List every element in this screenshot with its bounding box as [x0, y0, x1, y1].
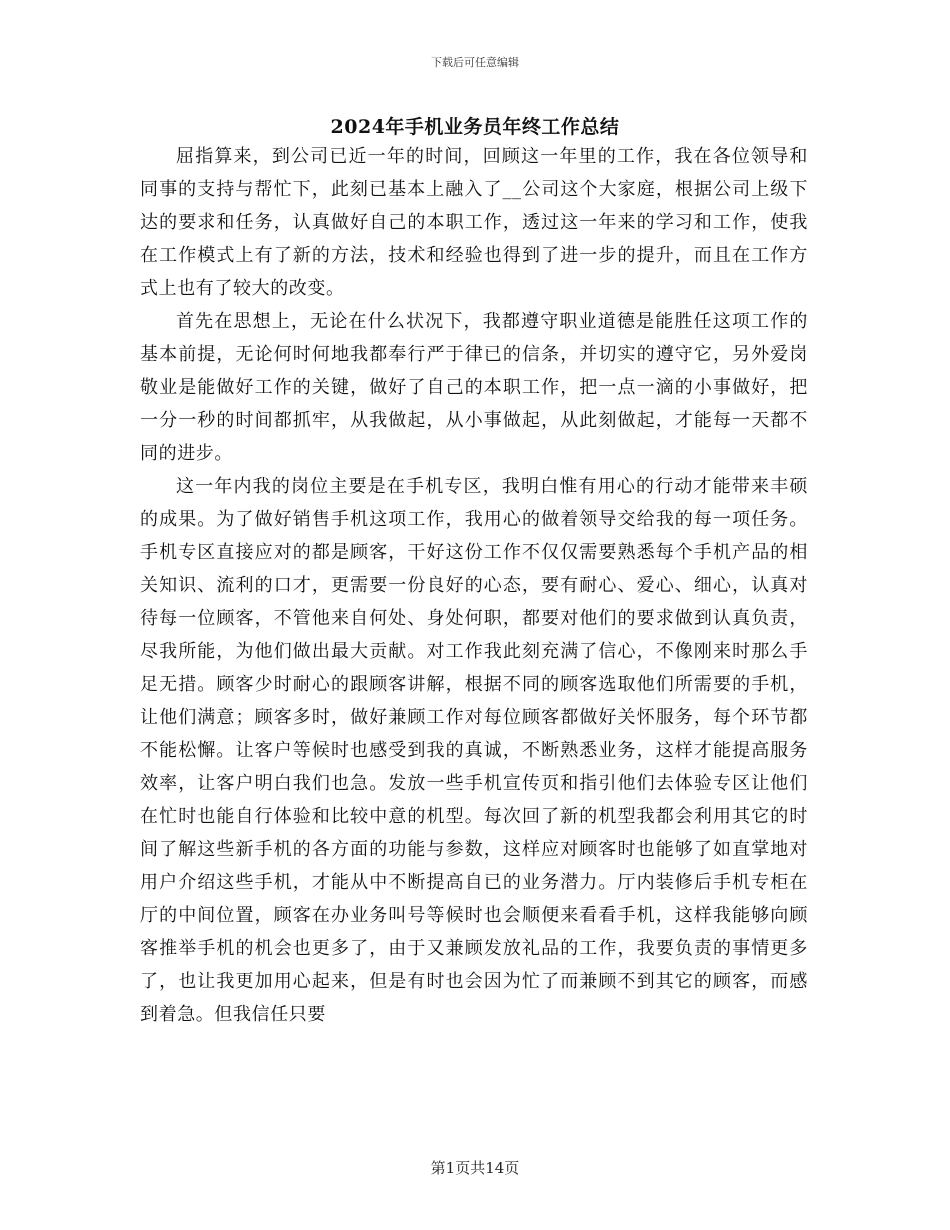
paragraph: 首先在思想上，无论在什么状况下，我都遵守职业道德是能胜任这项工作的基本前提，无论何时何地我都奉行严于律已的信条，并切实的遵守它，另外爱岗敬业是能做好工作的关键，做好了自己的本职工作，把一点一滴的小事做好，把一分一秒的时间都抓牢，从我做起，从小事做起，从此刻做起，才能每一天都不同的进步。	[140, 311, 808, 464]
document-body	[140, 140, 808, 1031]
page-number: 第1页共14页	[430, 1159, 520, 1177]
paragraph: 这一年内我的岗位主要是在手机专区，我明白惟有用心的行动才能带来丰硕的成果。为了做好销售手机这项工作，我用心的做着领导交给我的每一项任务。手机专区直接应对的都是顾客，干好这份工作不仅仅需要熟悉每个手机产品的相关知识、流利的口才，更需要一份良好的心态，要有耐心、爱心、细心，认真对待每一位顾客，不管他来自何处、身处何职，都要对他们的要求做到认真负责，尽我所能，为他们做出最大贡献。对工作我此刻充满了信心，不像刚来时那么手足无措。顾客少时耐心的跟顾客讲解，根据不同的顾客选取他们所需要的手机，让他们满意；顾客多时，做好兼顾工作对每位顾客都做好关怀服务，每个环节都不能松懈。让客户等候时也感受到我的真诚，不断熟悉业务，这样才能提高服务效率，让客户明白我们也急。发放一些手机宣传页和指引他们去体验专区让他们在忙时也能自行体验和比较中意的机型。每次回了新的机型我都会利用其它的时间了解这些新手机的各方面的功能与参数，这样应对顾客时也能够了如直掌地对用户介绍这些手机，才能从中不断提高自已的业务潜力。厅内装修后手机专柜在厅的中间位置，顾客在办业务叫号等候时也会顺便来看看手机，这样我能够向顾客推举手机的机会也更多了，由于又兼顾发放礼品的工作，我要负责的事情更多了，也让我更加用心起来，但是有时也会因为忙了而兼顾不到其它的顾客，而感到着急。但我信任只要	[140, 476, 808, 1025]
header-note: 下载后可任意编辑	[431, 56, 519, 69]
document-title: 2024年手机业务员年终工作总结	[330, 116, 620, 138]
paragraph: 屈指算来，到公司已近一年的时间，回顾这一年里的工作，我在各位领导和同事的支持与帮忙下，此刻已基本上融入了__公司这个大家庭，根据公司上级下达的要求和任务，认真做好自己的本职工作，透过这一年来的学习和工作，使我在工作模式上有了新的方法，技术和经验也得到了进一步的提升，而且在工作方式上也有了较大的改变。	[140, 146, 808, 299]
